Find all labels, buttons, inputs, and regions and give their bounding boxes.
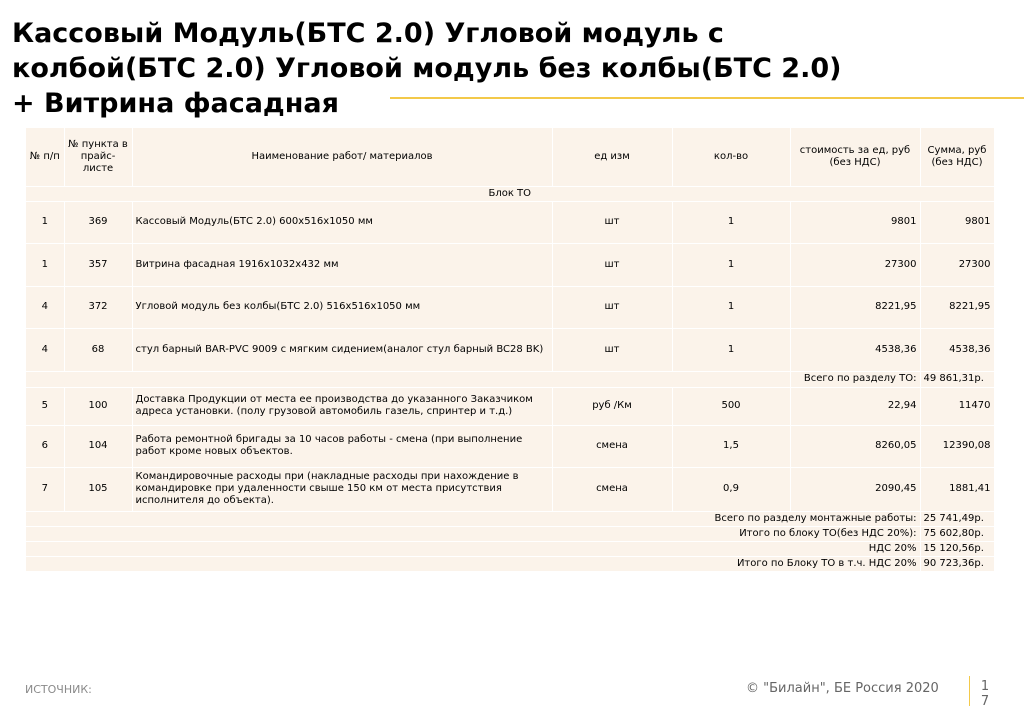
header-unit: ед изм [552, 128, 672, 186]
cell-cost: 8221,95 [790, 286, 920, 328]
cell-item: 369 [64, 201, 132, 243]
cell-unit: руб /Км [552, 387, 672, 425]
total-value: 25 741,49р. [920, 511, 994, 526]
table-row [26, 243, 994, 286]
cell-qty: 1,5 [672, 425, 790, 467]
cell-qty: 1 [672, 201, 790, 243]
cell-qty: 500 [672, 387, 790, 425]
table-header-row [26, 128, 994, 186]
total-row [26, 511, 994, 526]
accent-divider [390, 97, 1024, 99]
cell-name: Угловой модуль без колбы(БТС 2.0) 516x516x1050 мм [132, 286, 552, 328]
total-row [26, 556, 994, 571]
cell-cost: 22,94 [790, 387, 920, 425]
table-row [26, 201, 994, 243]
header-name: Наименование работ/ материалов [132, 128, 552, 186]
cell-num: 1 [26, 201, 64, 243]
section-total-label: Всего по разделу ТО: [790, 371, 920, 387]
cell-unit: шт [552, 243, 672, 286]
cell-item: 372 [64, 286, 132, 328]
cell-name: Кассовый Модуль(БТС 2.0) 600x516x1050 мм [132, 201, 552, 243]
cell-sum: 4538,36 [920, 328, 994, 371]
cell-item: 68 [64, 328, 132, 371]
cell-unit: шт [552, 286, 672, 328]
cell-qty: 1 [672, 286, 790, 328]
cell-unit: шт [552, 201, 672, 243]
cell-name: Доставка Продукции от места ее производства до указанного Заказчиком адреса установки. (полу грузовой автомобиль газель, спринтер и т.д.) [132, 387, 552, 425]
cell-num: 7 [26, 467, 64, 511]
cell-name: Витрина фасадная 1916x1032x432 мм [132, 243, 552, 286]
cell-num: 6 [26, 425, 64, 467]
total-value: 90 723,36р. [920, 556, 994, 571]
estimate-table [26, 128, 995, 572]
cell-num: 1 [26, 243, 64, 286]
header-qty: кол-во [672, 128, 790, 186]
cell-cost: 2090,45 [790, 467, 920, 511]
title-line-3: + Витрина фасадная [12, 88, 339, 119]
table-row [26, 425, 994, 467]
cell-item: 104 [64, 425, 132, 467]
header-price-item: № пункта в прайс-листе [64, 128, 132, 186]
header-sum: Сумма, руб (без НДС) [920, 128, 994, 186]
cell-qty: 1 [672, 328, 790, 371]
total-row [26, 526, 994, 541]
table-row [26, 387, 994, 425]
cell-unit: смена [552, 467, 672, 511]
total-label: Итого по Блоку ТО в т.ч. НДС 20% [26, 556, 920, 571]
header-num: № п/п [26, 128, 64, 186]
title-line-1: Кассовый Модуль(БТС 2.0) Угловой модуль с [12, 18, 724, 49]
cell-sum: 27300 [920, 243, 994, 286]
cell-num: 4 [26, 328, 64, 371]
cell-item: 105 [64, 467, 132, 511]
block-title: Блок ТО [26, 186, 994, 201]
header-unit-cost: стоимость за ед, руб (без НДС) [790, 128, 920, 186]
cell-sum: 8221,95 [920, 286, 994, 328]
cell-cost: 8260,05 [790, 425, 920, 467]
cell-sum: 1881,41 [920, 467, 994, 511]
table-row [26, 286, 994, 328]
source-label: ИСТОЧНИК: [25, 683, 92, 696]
page-number-line-2: 7 [980, 694, 990, 709]
section-total-row [26, 371, 994, 387]
section-total-value: 49 861,31р. [920, 371, 994, 387]
cell-sum: 11470 [920, 387, 994, 425]
cell-qty: 1 [672, 243, 790, 286]
total-value: 75 602,80р. [920, 526, 994, 541]
cell-sum: 12390,08 [920, 425, 994, 467]
table-row [26, 328, 994, 371]
cell-item: 100 [64, 387, 132, 425]
cell-cost: 27300 [790, 243, 920, 286]
total-label: НДС 20% [26, 541, 920, 556]
total-row [26, 541, 994, 556]
cell-name: стул барный BAR-PVC 9009 с мягким сидением(аналог стул барный BC28 BK) [132, 328, 552, 371]
page-number-line-1: 1 [980, 679, 990, 694]
copyright-text: © "Билайн", БЕ Россия 2020 [746, 681, 939, 696]
cell-num: 5 [26, 387, 64, 425]
total-label: Всего по разделу монтажные работы: [26, 511, 920, 526]
cell-unit: смена [552, 425, 672, 467]
cell-unit: шт [552, 328, 672, 371]
cell-qty: 0,9 [672, 467, 790, 511]
cell-item: 357 [64, 243, 132, 286]
block-title-row [26, 186, 994, 201]
cell-name: Командировочные расходы при (накладные расходы при нахождение в командировке при удаленности свыше 150 км от места присутствия исполнителя до объекта). [132, 467, 552, 511]
footer-divider [969, 676, 970, 706]
total-value: 15 120,56р. [920, 541, 994, 556]
cell-cost: 4538,36 [790, 328, 920, 371]
table-row [26, 467, 994, 511]
cell-sum: 9801 [920, 201, 994, 243]
cell-name: Работа ремонтной бригады за 10 часов работы - смена (при выполнение работ кроме новых объектов. [132, 425, 552, 467]
page-number [978, 679, 992, 709]
total-label: Итого по блоку ТО(без НДС 20%): [26, 526, 920, 541]
cell-cost: 9801 [790, 201, 920, 243]
title-line-2: колбой(БТС 2.0) Угловой модуль без колбы(БТС 2.0) [12, 53, 842, 84]
cell-num: 4 [26, 286, 64, 328]
slide-title [12, 16, 1012, 121]
